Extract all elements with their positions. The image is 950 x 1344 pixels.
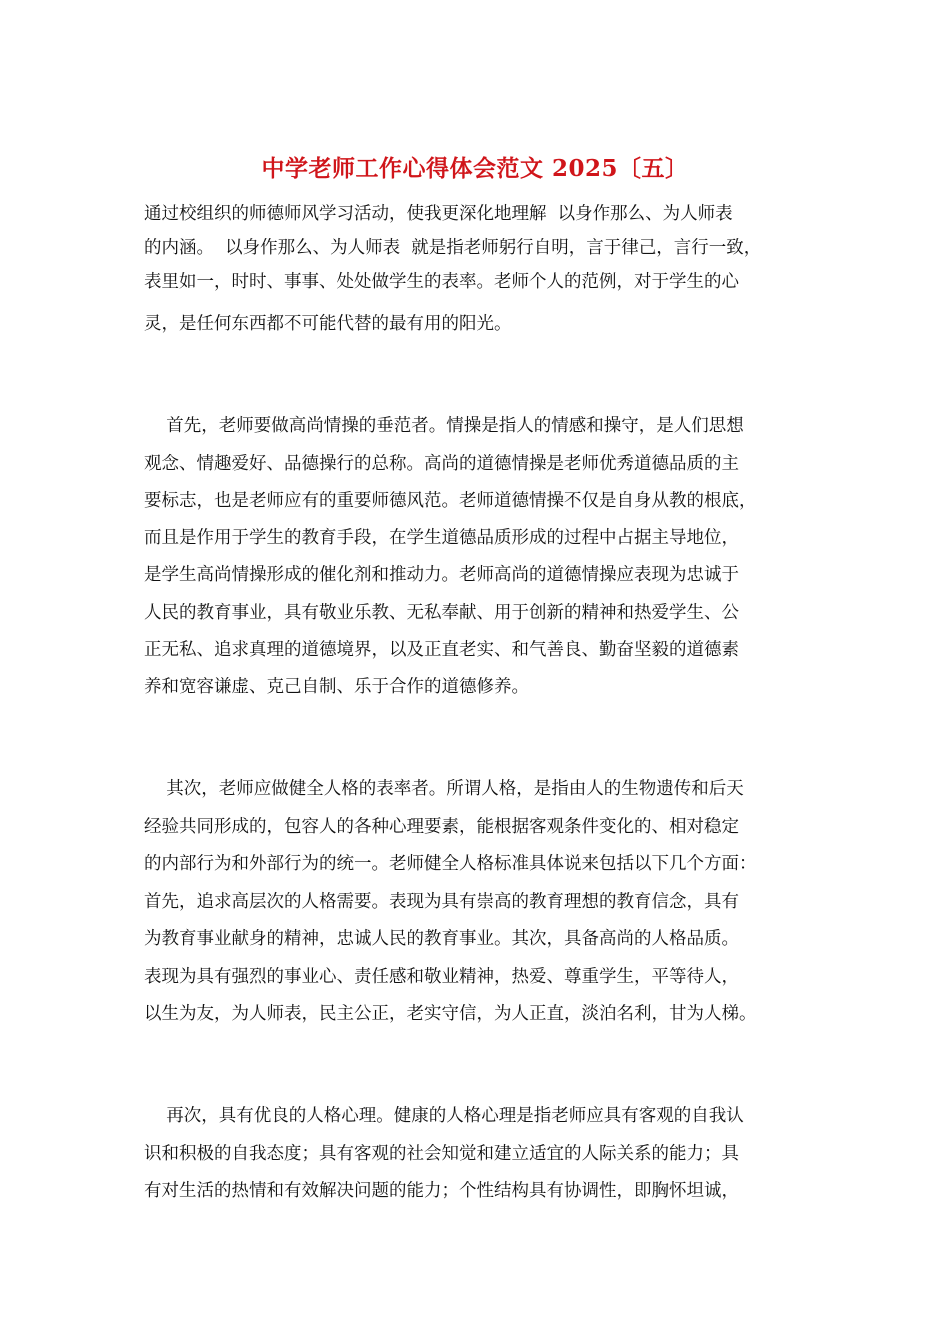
paragraph-2-line-3: 要标志，也是老师应有的重要师德风范。老师道德情操不仅是自身从教的根底， — [144, 491, 757, 511]
paragraph-2-line-4: 而且是作用于学生的教育手段，在学生道德品质形成的过程中占据主导地位， — [144, 528, 739, 548]
paragraph-4-line-1: 再次，具有优良的人格心理。健康的人格心理是指老师应具有客观的自我认 — [144, 1106, 744, 1126]
paragraph-3-line-3: 的内部行为和外部行为的统一。老师健全人格标准具体说来包括以下几个方面： — [144, 854, 757, 874]
paragraph-1-line-2: 的内涵。 以身作那么、为人师表 就是指老师躬行自明，言于律己，言行一致， — [144, 238, 762, 258]
document-title: 中学老师工作心得体会范文 2025〔五〕 — [261, 155, 689, 182]
paragraph-2-line-8: 养和宽容谦虚、克己自制、乐于合作的道德修养。 — [144, 677, 529, 697]
paragraph-3-line-4: 首先，追求高层次的人格需要。表现为具有崇高的教育理想的教育信念，具有 — [144, 892, 739, 912]
paragraph-1-line-1: 通过校组织的师德师风学习活动，使我更深化地理解 以身作那么、为人师表 — [144, 204, 733, 224]
paragraph-3-line-1: 其次，老师应做健全人格的表率者。所谓人格，是指由人的生物遗传和后天 — [144, 779, 744, 799]
paragraph-3-line-6: 表现为具有强烈的事业心、责任感和敬业精神，热爱、尊重学生，平等待人， — [144, 967, 739, 987]
paragraph-2-line-5: 是学生高尚情操形成的催化剂和推动力。老师高尚的道德情操应表现为忠诚于 — [144, 565, 739, 585]
paragraph-2-line-7: 正无私、追求真理的道德境界，以及正直老实、和气善良、勤奋坚毅的道德素 — [144, 640, 739, 660]
paragraph-2-line-2: 观念、情趣爱好、品德操行的总称。高尚的道德情操是老师优秀道德品质的主 — [144, 454, 739, 474]
paragraph-3-line-2: 经验共同形成的，包容人的各种心理要素，能根据客观条件变化的、相对稳定 — [144, 817, 739, 837]
paragraph-1-line-4: 灵，是任何东西都不可能代替的最有用的阳光。 — [144, 314, 512, 334]
paragraph-4-line-3: 有对生活的热情和有效解决问题的能力；个性结构具有协调性，即胸怀坦诚， — [144, 1181, 739, 1201]
paragraph-4-line-2: 识和积极的自我态度；具有客观的社会知觉和建立适宜的人际关系的能力；具 — [144, 1144, 739, 1164]
paragraph-2-line-1: 首先，老师要做高尚情操的垂范者。情操是指人的情感和操守，是人们思想 — [144, 416, 744, 436]
paragraph-2-line-6: 人民的教育事业，具有敬业乐教、无私奉献、用于创新的精神和热爱学生、公 — [144, 603, 739, 623]
paragraph-3-line-7: 以生为友，为人师表，民主公正，老实守信，为人正直，淡泊名利，甘为人梯。 — [144, 1004, 757, 1024]
paragraph-1-line-3: 表里如一，时时、事事、处处做学生的表率。老师个人的范例，对于学生的心 — [144, 272, 739, 292]
paragraph-3-line-5: 为教育事业献身的精神，忠诚人民的教育事业。其次，具备高尚的人格品质。 — [144, 929, 739, 949]
